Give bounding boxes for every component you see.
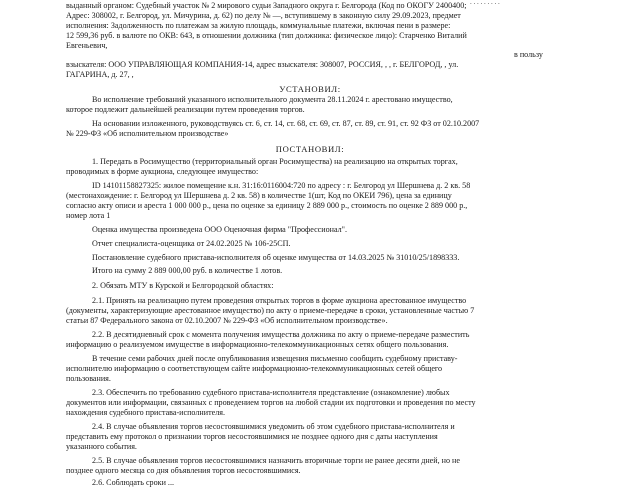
text-line-cut: 2.6. Соблюдать сроки ... [92,478,174,487]
text-line: позднее одного месяца со дня объявления торгов несостоявшимися. [66,466,301,475]
text-line: 2.3. Обеспечить по требованию судебного пристава-исполнителя представление (ознакомление) любых [92,388,450,397]
text-line: проводимых в форме аукциона, следующее имущество: [66,167,259,176]
text-line: Во исполнение требований указанного исполнительного документа 28.11.2024 г. арестовано имущество, [92,95,453,104]
text-line: Евгеньевич, [66,41,108,50]
text-line: взыскателя: ООО УПРАВЛЯЮЩАЯ КОМПАНИЯ-14, адрес взыскателя: 308007, РОССИЯ, , , г. БЕЛГОРОД, , ул. [66,60,459,69]
stamp-fragment: . . . . . . . . . [470,0,500,6]
text-line: исполнения: Задолженность по платежам за жилую площадь, коммунальные платежи, включая пени в размере: [66,21,451,30]
text-line: ГАГАРИНА, д. 27, , [66,70,134,79]
text-line: № 229-ФЗ «Об исполнительном производстве» [66,129,229,138]
established-heading: УСТАНОВИЛ: [279,84,341,94]
text-line: (документы, характеризующие арестованное имущество) по акту о приеме-передаче в сроки, установленные частью 7 [66,306,475,315]
text-line: исполнителю информацию о соответствующем сайте информационно-телекоммуникационных сетей общего [66,364,443,373]
text-line: которое подлежит дальнейшей реализации путем проведения торгов. [66,105,305,114]
text-line: документов или информации, связанных с проведением торгов на любой стадии их подготовки и проведения по месту [66,398,476,407]
text-line: На основании изложенного, руководствуясь ст. 6, ст. 14, ст. 68, ст. 69, ст. 87, ст. 89, ст. 91, ст. 92 ФЗ от 02.10.2007 [92,119,480,128]
text-line: статьи 87 Федерального закона от 02.10.2007 № 229-ФЗ «Об исполнительном производстве». [66,316,388,325]
text-line: 2. Обязать МТУ в Курской и Белгородской областях: [92,281,274,290]
resolved-heading: ПОСТАНОВИЛ: [275,144,345,154]
text-line: указанного события. [66,442,137,451]
text-line: номер лота 1 [66,211,111,220]
text-line: Отчет специалиста-оценщика от 24.02.2025 № 106-25СП. [92,239,291,248]
text-line: нахождения судебного пристава-исполнителя. [66,408,225,417]
text-line: Оценка имущества произведена ООО Оценочная фирма "Профессионал". [92,225,348,234]
text-line: (местонахождение: г. Белгород ул Шершнева д. 2 кв. 58) в количестве 1(шт, Код по ОКЕИ 796), цена за единицу [66,191,452,200]
text-line: пользования. [66,374,111,383]
text-line: 2.4. В случае объявления торгов несостоявшимися уведомить об этом судебного пристава-исполнителя и [92,422,455,431]
text-line: согласно акту описи и ареста 1 000 000 р., цена по оценке за единицу 2 889 000 р., стоимость по оценке 2 889 000 р., [66,201,468,210]
text-line: 2.1. Принять на реализацию путем проведения открытых торгов в форме аукциона арестованное имущество [92,296,467,305]
text-line: Итого на сумму 2 889 000,00 руб. в количестве 1 лотов. [92,266,283,275]
text-line: 2.2. В десятидневный срок с момента получения имущества должника по акту о приеме-передаче разместить [92,330,470,339]
text-line: представить ему протокол о признании торгов несостоявшимися не позднее одного дня с даты наступления [66,432,438,441]
text-line: информацию о реализуемом имуществе в информационно-телекоммуникационных сетях общего пользования. [66,340,449,349]
text-line: В течение семи рабочих дней после опубликования извещения письменно сообщить судебному приставу- [92,354,458,363]
text-line: 1. Передать в Росимущество (территориальный орган Росимущества) на реализацию на открытых торгах, [92,157,458,166]
text-line: Адрес: 308002, г. Белгород, ул. Мичурина, д. 62) по делу № —, вступившему в законную силу 29.09.2023, предмет [66,11,461,20]
text-line: 2.5. В случае объявления торгов несостоявшимися назначить вторичные торги не ранее десяти дней, но не [92,456,460,465]
text-line: ID 14101158827325: жилое помещение к.н. 31:16:0116004:720 по адресу : г. Белгород ул Шершнева д. 2 кв. 58 [92,181,471,190]
text-line: Постановление судебного пристава-исполнителя об оценке имущества от 14.03.2025 № 31010/25/1898333. [92,253,460,262]
text-line: выданный органом: Судебный участок № 2 мирового судьи Западного округа г. Белгорода (Код по ОКОГУ 2400400; [66,1,467,10]
claimant-label: в пользу [514,50,543,59]
text-line: 12 599,36 руб. в валюте по ОКВ: 643, в отношении должника (тип должника: физическое лицо): Старченко Виталий [66,31,467,40]
